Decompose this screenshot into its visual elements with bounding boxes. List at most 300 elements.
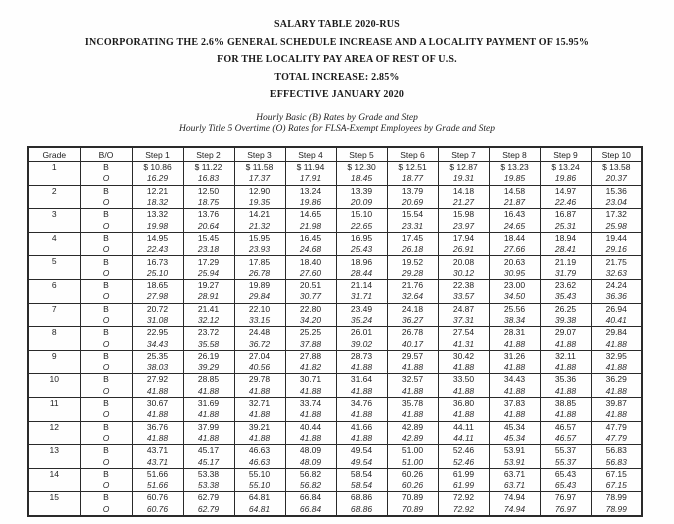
grade-14-basic-row: [28, 468, 642, 480]
basic-rate-step-8: 23.00: [489, 279, 540, 291]
grade-14-overtime-row: [28, 480, 642, 492]
basic-rate-step-5: 31.64: [336, 374, 387, 386]
overtime-rate-step-9: 46.57: [540, 433, 591, 445]
basic-rate-step-5: 28.73: [336, 350, 387, 362]
overtime-rate-step-5: 41.88: [336, 386, 387, 398]
basic-rate-step-4: 48.09: [285, 445, 336, 457]
basic-label-cell: B: [80, 303, 132, 315]
overtime-rate-step-9: 76.97: [540, 504, 591, 516]
basic-rate-step-4: 22.80: [285, 303, 336, 315]
column-header-step-5: Step 5: [336, 147, 387, 162]
overtime-rate-step-6: 41.88: [387, 409, 438, 421]
overtime-rate-step-3: 19.35: [234, 197, 285, 209]
column-header-step-6: Step 6: [387, 147, 438, 162]
grade-8-basic-row: [28, 327, 642, 339]
basic-rate-step-3: 32.71: [234, 397, 285, 409]
basic-rate-step-9: 38.85: [540, 397, 591, 409]
overtime-rate-step-5: 31.71: [336, 291, 387, 303]
basic-rate-step-6: 17.45: [387, 232, 438, 244]
column-header-step-10: Step 10: [591, 147, 642, 162]
basic-label-cell: B: [80, 209, 132, 221]
basic-rate-step-1: 16.73: [132, 256, 183, 268]
basic-rate-step-8: 37.83: [489, 397, 540, 409]
overtime-rate-step-2: 45.17: [183, 456, 234, 468]
basic-rate-step-6: 60.26: [387, 468, 438, 480]
grade-7-basic-row: [28, 303, 642, 315]
basic-rate-step-6: 21.76: [387, 279, 438, 291]
overtime-label-cell: O: [80, 268, 132, 280]
basic-rate-step-6: 51.00: [387, 445, 438, 457]
basic-rate-step-9: 21.19: [540, 256, 591, 268]
basic-rate-step-9: 32.11: [540, 350, 591, 362]
overtime-rate-step-9: 35.43: [540, 291, 591, 303]
overtime-rate-step-10: 41.88: [591, 338, 642, 350]
doc-header-line-locality: FOR THE LOCALITY PAY AREA OF REST OF U.S.: [217, 54, 457, 65]
basic-label-cell: B: [80, 445, 132, 457]
basic-rate-step-2: 21.41: [183, 303, 234, 315]
salary-table-body: [28, 162, 642, 516]
grade-15-basic-row: [28, 492, 642, 504]
basic-rate-step-6: 24.18: [387, 303, 438, 315]
basic-rate-step-3: 64.81: [234, 492, 285, 504]
overtime-rate-step-7: 23.97: [438, 220, 489, 232]
grade-10-overtime-row: [28, 386, 642, 398]
overtime-rate-step-10: 20.37: [591, 173, 642, 185]
basic-rate-step-7: 72.92: [438, 492, 489, 504]
basic-rate-step-9: 16.87: [540, 209, 591, 221]
overtime-rate-step-8: 24.65: [489, 220, 540, 232]
basic-rate-step-3: 14.21: [234, 209, 285, 221]
overtime-rate-step-4: 24.68: [285, 244, 336, 256]
basic-rate-step-8: 74.94: [489, 492, 540, 504]
overtime-rate-step-7: 33.57: [438, 291, 489, 303]
basic-label-cell: B: [80, 397, 132, 409]
grade-cell: 8: [28, 327, 80, 351]
grade-cell: 9: [28, 350, 80, 374]
overtime-rate-step-10: 41.88: [591, 362, 642, 374]
basic-rate-step-4: 14.65: [285, 209, 336, 221]
basic-rate-step-7: $ 12.87: [438, 162, 489, 174]
basic-rate-step-5: 23.49: [336, 303, 387, 315]
overtime-rate-step-3: 29.84: [234, 291, 285, 303]
grade-6-basic-row: [28, 279, 642, 291]
overtime-rate-step-4: 41.82: [285, 362, 336, 374]
overtime-rate-step-10: 78.99: [591, 504, 642, 516]
overtime-label-cell: O: [80, 504, 132, 516]
basic-rate-step-7: 24.87: [438, 303, 489, 315]
overtime-rate-step-3: 41.88: [234, 386, 285, 398]
overtime-rate-step-7: 52.46: [438, 456, 489, 468]
overtime-label-cell: O: [80, 480, 132, 492]
basic-rate-step-3: 55.10: [234, 468, 285, 480]
overtime-rate-step-10: 25.98: [591, 220, 642, 232]
basic-rate-step-2: $ 11.22: [183, 162, 234, 174]
overtime-rate-step-9: 22.46: [540, 197, 591, 209]
grade-9-basic-row: [28, 350, 642, 362]
overtime-rate-step-10: 67.15: [591, 480, 642, 492]
basic-rate-step-5: 49.54: [336, 445, 387, 457]
overtime-rate-step-3: 55.10: [234, 480, 285, 492]
basic-rate-step-3: 17.85: [234, 256, 285, 268]
overtime-rate-step-6: 20.69: [387, 197, 438, 209]
basic-rate-step-8: 18.44: [489, 232, 540, 244]
subtitle-overtime-rates: Hourly Title 5 Overtime (O) Rates for FLSA-Exempt Employees by Grade and Step: [178, 124, 496, 134]
basic-label-cell: B: [80, 185, 132, 197]
overtime-rate-step-1: 27.98: [132, 291, 183, 303]
doc-header-line-total-increase: TOTAL INCREASE: 2.85%: [274, 71, 400, 83]
overtime-rate-step-7: 41.31: [438, 338, 489, 350]
overtime-rate-step-9: 31.79: [540, 268, 591, 280]
basic-rate-step-3: 12.90: [234, 185, 285, 197]
overtime-rate-step-5: 18.45: [336, 173, 387, 185]
basic-rate-step-3: 39.21: [234, 421, 285, 433]
overtime-rate-step-6: 36.27: [387, 315, 438, 327]
basic-rate-step-8: 53.91: [489, 445, 540, 457]
basic-rate-step-9: $ 13.24: [540, 162, 591, 174]
overtime-rate-step-9: 28.41: [540, 244, 591, 256]
basic-rate-step-1: 51.66: [132, 468, 183, 480]
grade-5-overtime-row: [28, 268, 642, 280]
basic-rate-step-6: 29.57: [387, 350, 438, 362]
grade-cell: 15: [28, 492, 80, 516]
overtime-rate-step-1: 41.88: [132, 386, 183, 398]
basic-rate-step-2: 37.99: [183, 421, 234, 433]
overtime-rate-step-9: 25.31: [540, 220, 591, 232]
overtime-label-cell: O: [80, 456, 132, 468]
column-header-step-3: Step 3: [234, 147, 285, 162]
basic-rate-step-2: 13.76: [183, 209, 234, 221]
grade-2-basic-row: [28, 185, 642, 197]
grade-8-overtime-row: [28, 338, 642, 350]
basic-rate-step-10: 19.44: [591, 232, 642, 244]
basic-rate-step-4: 13.24: [285, 185, 336, 197]
overtime-label-cell: O: [80, 409, 132, 421]
basic-rate-step-7: 14.18: [438, 185, 489, 197]
overtime-rate-step-3: 21.32: [234, 220, 285, 232]
basic-rate-step-9: 14.97: [540, 185, 591, 197]
overtime-rate-step-1: 51.66: [132, 480, 183, 492]
column-header-b-o: B/O: [80, 147, 132, 162]
overtime-label-cell: O: [80, 173, 132, 185]
overtime-rate-step-1: 16.29: [132, 173, 183, 185]
overtime-rate-step-10: 56.83: [591, 456, 642, 468]
document-header: [0, 0, 674, 135]
basic-rate-step-4: 27.88: [285, 350, 336, 362]
overtime-label-cell: O: [80, 244, 132, 256]
overtime-rate-step-6: 40.17: [387, 338, 438, 350]
overtime-rate-step-4: 41.88: [285, 409, 336, 421]
overtime-rate-step-6: 18.77: [387, 173, 438, 185]
column-header-step-7: Step 7: [438, 147, 489, 162]
basic-rate-step-1: 14.95: [132, 232, 183, 244]
column-header-step-1: Step 1: [132, 147, 183, 162]
basic-rate-step-3: 24.48: [234, 327, 285, 339]
overtime-rate-step-6: 41.88: [387, 362, 438, 374]
column-header-grade: Grade: [28, 147, 80, 162]
basic-rate-step-5: 18.96: [336, 256, 387, 268]
basic-rate-step-6: 35.78: [387, 397, 438, 409]
overtime-rate-step-2: 41.88: [183, 386, 234, 398]
basic-rate-step-5: 16.95: [336, 232, 387, 244]
basic-rate-step-4: 25.25: [285, 327, 336, 339]
grade-4-overtime-row: [28, 244, 642, 256]
overtime-rate-step-10: 40.41: [591, 315, 642, 327]
overtime-rate-step-7: 21.27: [438, 197, 489, 209]
overtime-rate-step-10: 41.88: [591, 386, 642, 398]
overtime-rate-step-3: 17.37: [234, 173, 285, 185]
overtime-label-cell: O: [80, 291, 132, 303]
overtime-rate-step-9: 39.38: [540, 315, 591, 327]
basic-rate-step-8: 31.26: [489, 350, 540, 362]
grade-cell: 10: [28, 374, 80, 398]
basic-rate-step-3: 19.89: [234, 279, 285, 291]
basic-rate-step-1: $ 10.86: [132, 162, 183, 174]
basic-rate-step-8: 25.56: [489, 303, 540, 315]
overtime-rate-step-4: 21.98: [285, 220, 336, 232]
overtime-rate-step-3: 33.15: [234, 315, 285, 327]
overtime-rate-step-5: 41.88: [336, 362, 387, 374]
grade-cell: 7: [28, 303, 80, 327]
overtime-rate-step-1: 18.32: [132, 197, 183, 209]
overtime-rate-step-5: 41.88: [336, 409, 387, 421]
overtime-rate-step-7: 41.88: [438, 409, 489, 421]
basic-rate-step-5: 34.76: [336, 397, 387, 409]
doc-title: SALARY TABLE 2020-RUS: [274, 19, 400, 30]
basic-rate-step-7: 52.46: [438, 445, 489, 457]
basic-rate-step-2: 31.69: [183, 397, 234, 409]
grade-4-basic-row: [28, 232, 642, 244]
overtime-rate-step-3: 46.63: [234, 456, 285, 468]
basic-rate-step-5: 58.54: [336, 468, 387, 480]
overtime-rate-step-5: 22.65: [336, 220, 387, 232]
basic-rate-step-6: 13.79: [387, 185, 438, 197]
overtime-label-cell: O: [80, 220, 132, 232]
basic-rate-step-3: 15.95: [234, 232, 285, 244]
overtime-rate-step-6: 32.64: [387, 291, 438, 303]
grade-13-basic-row: [28, 445, 642, 457]
basic-rate-step-1: 36.76: [132, 421, 183, 433]
overtime-rate-step-8: 27.66: [489, 244, 540, 256]
basic-rate-step-10: 21.75: [591, 256, 642, 268]
overtime-rate-step-2: 41.88: [183, 433, 234, 445]
overtime-rate-step-9: 41.88: [540, 386, 591, 398]
overtime-rate-step-5: 20.09: [336, 197, 387, 209]
overtime-rate-step-3: 36.72: [234, 338, 285, 350]
basic-rate-step-1: 13.32: [132, 209, 183, 221]
overtime-rate-step-8: 53.91: [489, 456, 540, 468]
basic-rate-step-8: 16.43: [489, 209, 540, 221]
basic-rate-step-8: 20.63: [489, 256, 540, 268]
grade-cell: 13: [28, 445, 80, 469]
overtime-rate-step-2: 18.75: [183, 197, 234, 209]
subtitle-basic-rates: Hourly Basic (B) Rates by Grade and Step: [256, 113, 418, 123]
basic-rate-step-10: 56.83: [591, 445, 642, 457]
overtime-rate-step-7: 26.91: [438, 244, 489, 256]
overtime-rate-step-9: 41.88: [540, 362, 591, 374]
overtime-label-cell: O: [80, 197, 132, 209]
overtime-rate-step-8: 30.95: [489, 268, 540, 280]
overtime-rate-step-1: 22.43: [132, 244, 183, 256]
basic-rate-step-10: 29.84: [591, 327, 642, 339]
overtime-rate-step-8: 74.94: [489, 504, 540, 516]
overtime-rate-step-2: 20.64: [183, 220, 234, 232]
overtime-rate-step-6: 42.89: [387, 433, 438, 445]
basic-rate-step-9: 26.25: [540, 303, 591, 315]
basic-rate-step-7: 20.08: [438, 256, 489, 268]
grade-cell: 14: [28, 468, 80, 492]
basic-rate-step-10: 26.94: [591, 303, 642, 315]
overtime-rate-step-7: 30.12: [438, 268, 489, 280]
basic-rate-step-8: 14.58: [489, 185, 540, 197]
basic-label-cell: B: [80, 421, 132, 433]
overtime-rate-step-8: 45.34: [489, 433, 540, 445]
overtime-rate-step-7: 44.11: [438, 433, 489, 445]
basic-rate-step-2: 12.50: [183, 185, 234, 197]
overtime-rate-step-6: 41.88: [387, 386, 438, 398]
basic-rate-step-10: 36.29: [591, 374, 642, 386]
overtime-rate-step-10: 47.79: [591, 433, 642, 445]
basic-label-cell: B: [80, 162, 132, 174]
grade-1-basic-row: [28, 162, 642, 174]
grade-cell: 12: [28, 421, 80, 445]
grade-1-overtime-row: [28, 173, 642, 185]
overtime-rate-step-6: 23.31: [387, 220, 438, 232]
overtime-rate-step-8: 63.71: [489, 480, 540, 492]
basic-rate-step-4: 40.44: [285, 421, 336, 433]
grade-10-basic-row: [28, 374, 642, 386]
overtime-rate-step-6: 60.26: [387, 480, 438, 492]
basic-label-cell: B: [80, 279, 132, 291]
overtime-rate-step-6: 29.28: [387, 268, 438, 280]
basic-rate-step-5: 21.14: [336, 279, 387, 291]
overtime-rate-step-2: 25.94: [183, 268, 234, 280]
grade-2-overtime-row: [28, 197, 642, 209]
basic-rate-step-2: 62.79: [183, 492, 234, 504]
overtime-rate-step-2: 35.58: [183, 338, 234, 350]
overtime-rate-step-7: 41.88: [438, 386, 489, 398]
grade-cell: 5: [28, 256, 80, 280]
basic-rate-step-1: 30.67: [132, 397, 183, 409]
overtime-rate-step-1: 41.88: [132, 409, 183, 421]
basic-rate-step-8: $ 13.23: [489, 162, 540, 174]
overtime-rate-step-10: 29.16: [591, 244, 642, 256]
basic-rate-step-5: 15.10: [336, 209, 387, 221]
overtime-rate-step-3: 23.93: [234, 244, 285, 256]
basic-rate-step-8: 28.31: [489, 327, 540, 339]
basic-rate-step-1: 20.72: [132, 303, 183, 315]
basic-rate-step-2: 53.38: [183, 468, 234, 480]
basic-rate-step-4: 56.82: [285, 468, 336, 480]
basic-rate-step-2: 17.29: [183, 256, 234, 268]
overtime-rate-step-8: 41.88: [489, 386, 540, 398]
basic-label-cell: B: [80, 256, 132, 268]
basic-rate-step-2: 26.19: [183, 350, 234, 362]
overtime-rate-step-7: 19.31: [438, 173, 489, 185]
basic-rate-step-1: 43.71: [132, 445, 183, 457]
overtime-rate-step-7: 61.99: [438, 480, 489, 492]
basic-rate-step-10: 15.36: [591, 185, 642, 197]
overtime-rate-step-7: 72.92: [438, 504, 489, 516]
overtime-rate-step-4: 30.77: [285, 291, 336, 303]
grade-cell: 11: [28, 397, 80, 421]
basic-rate-step-10: 78.99: [591, 492, 642, 504]
overtime-rate-step-4: 37.88: [285, 338, 336, 350]
grade-12-overtime-row: [28, 433, 642, 445]
overtime-rate-step-3: 26.78: [234, 268, 285, 280]
basic-rate-step-8: 63.71: [489, 468, 540, 480]
basic-label-cell: B: [80, 374, 132, 386]
overtime-rate-step-5: 25.43: [336, 244, 387, 256]
overtime-rate-step-4: 66.84: [285, 504, 336, 516]
overtime-rate-step-2: 32.12: [183, 315, 234, 327]
basic-rate-step-9: 65.43: [540, 468, 591, 480]
basic-rate-step-10: 47.79: [591, 421, 642, 433]
column-header-step-9: Step 9: [540, 147, 591, 162]
overtime-rate-step-5: 49.54: [336, 456, 387, 468]
overtime-rate-step-4: 48.09: [285, 456, 336, 468]
grade-15-overtime-row: [28, 504, 642, 516]
basic-rate-step-2: 15.45: [183, 232, 234, 244]
overtime-rate-step-8: 41.88: [489, 409, 540, 421]
grade-11-overtime-row: [28, 409, 642, 421]
overtime-rate-step-7: 41.88: [438, 362, 489, 374]
basic-rate-step-7: 36.80: [438, 397, 489, 409]
overtime-rate-step-2: 41.88: [183, 409, 234, 421]
column-header-step-8: Step 8: [489, 147, 540, 162]
overtime-rate-step-3: 64.81: [234, 504, 285, 516]
basic-rate-step-9: 29.07: [540, 327, 591, 339]
overtime-rate-step-3: 41.88: [234, 409, 285, 421]
basic-rate-step-3: 22.10: [234, 303, 285, 315]
grade-3-basic-row: [28, 209, 642, 221]
basic-rate-step-4: 30.71: [285, 374, 336, 386]
doc-header-line-effective-date: EFFECTIVE JANUARY 2020: [269, 89, 405, 100]
basic-rate-step-5: 13.39: [336, 185, 387, 197]
grade-13-overtime-row: [28, 456, 642, 468]
basic-rate-step-10: 17.32: [591, 209, 642, 221]
overtime-rate-step-4: 56.82: [285, 480, 336, 492]
basic-rate-step-10: 67.15: [591, 468, 642, 480]
overtime-rate-step-5: 28.44: [336, 268, 387, 280]
overtime-rate-step-1: 25.10: [132, 268, 183, 280]
basic-rate-step-2: 23.72: [183, 327, 234, 339]
basic-rate-step-2: 28.85: [183, 374, 234, 386]
overtime-rate-step-10: 23.04: [591, 197, 642, 209]
overtime-rate-step-8: 38.34: [489, 315, 540, 327]
overtime-rate-step-8: 41.88: [489, 338, 540, 350]
overtime-rate-step-2: 23.18: [183, 244, 234, 256]
basic-rate-step-6: 70.89: [387, 492, 438, 504]
overtime-rate-step-8: 19.85: [489, 173, 540, 185]
basic-rate-step-7: 61.99: [438, 468, 489, 480]
overtime-rate-step-1: 34.43: [132, 338, 183, 350]
basic-rate-step-9: 23.62: [540, 279, 591, 291]
basic-rate-step-6: 26.78: [387, 327, 438, 339]
basic-rate-step-7: 27.54: [438, 327, 489, 339]
basic-rate-step-4: 18.40: [285, 256, 336, 268]
overtime-rate-step-2: 62.79: [183, 504, 234, 516]
basic-rate-step-9: 18.94: [540, 232, 591, 244]
grade-cell: 3: [28, 209, 80, 233]
basic-rate-step-3: $ 11.58: [234, 162, 285, 174]
table-header-row: [28, 147, 642, 162]
overtime-label-cell: O: [80, 386, 132, 398]
salary-table: [27, 146, 643, 517]
overtime-label-cell: O: [80, 315, 132, 327]
overtime-rate-step-9: 55.37: [540, 456, 591, 468]
basic-rate-step-7: 44.11: [438, 421, 489, 433]
basic-label-cell: B: [80, 468, 132, 480]
